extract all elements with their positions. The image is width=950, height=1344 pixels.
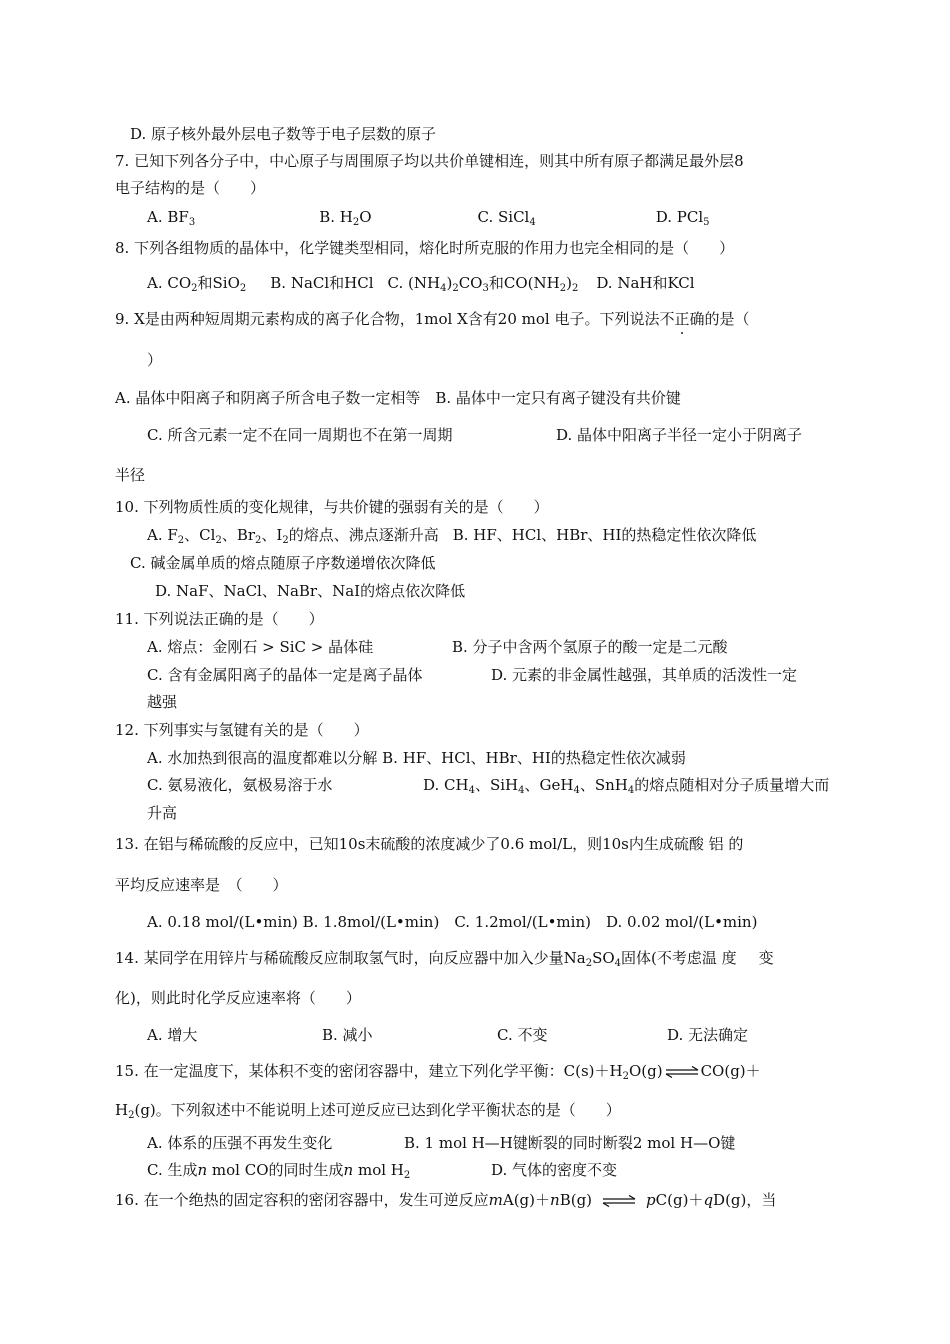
q13-stem: 13. 在铝与稀硫酸的反应中，已知10s末硫酸的浓度减少了0.6 mol/L，则10s内生成硫酸 铝 的 xyxy=(115,835,744,853)
q11-option-c: C. 含有金属阳离子的晶体一定是离子晶体 xyxy=(147,666,423,684)
q12-option-d-cont: 升高 xyxy=(147,804,178,822)
equilibrium-arrow-icon xyxy=(665,1066,699,1078)
q14-stem: 14. 某同学在用锌片与稀硫酸反应制取氢气时，向反应器中加入少量$Na_2SO_4$固体(不考虑温 度 变 xyxy=(115,949,774,969)
q15-option-a: A. 体系的压强不再发生变化 xyxy=(147,1134,333,1152)
q10-option-c: C. 碱金属单质的熔点随原子序数递增依次降低 xyxy=(130,554,436,572)
q9-stem: 9. X是由两种短周期元素构成的离子化合物，1mol X含有20 mol 电子。下列说法不正确的是（ xyxy=(115,310,750,328)
q9-stem-cont: ） xyxy=(147,351,163,369)
q12-stem: 12. 下列事实与氢键有关的是（ ） xyxy=(115,721,369,739)
q14-stem-cont: 化)，则此时化学反应速率将（ ） xyxy=(115,989,361,1007)
q11-option-d-cont: 越强 xyxy=(147,693,178,711)
q9-option-d-cont: 半径 xyxy=(115,466,146,484)
q11-option-d: D. 元素的非金属性越强，其单质的活泼性一定 xyxy=(491,666,798,684)
q7-stem: 7. 已知下列各分子中，中心原子与周围原子均以共价单键相连，则其中所有原子都满足最外层8 xyxy=(115,152,744,170)
q7-stem-cont: 电子结构的是（ ） xyxy=(115,179,266,197)
q12-option-c: C. 氨易液化，氨极易溶于水 xyxy=(147,776,333,794)
q15-option-b: B. 1 mol H—H键断裂的同时断裂2 mol H—O键 xyxy=(404,1134,736,1152)
q9-option-d: D. 晶体中阳离子半径一定小于阴离子 xyxy=(556,426,803,444)
q15-option-d: D. 气体的密度不变 xyxy=(491,1161,618,1179)
q15-stem: 15. 在一定温度下，某体积不变的密闭容器中，建立下列化学平衡：$C(s)+H_2O(g)$ CO(g)＋ xyxy=(115,1062,761,1082)
q14-option-b: B. 减小 xyxy=(322,1026,373,1044)
q11-stem: 11. 下列说法正确的是（ ） xyxy=(115,610,324,628)
q8-options: A. $CO_2$和SiO$_2$ B. NaCl和HCl C. $(NH_4)_2CO_3$和$CO(NH_2)_2$ D. NaH和KCl xyxy=(147,274,695,294)
q15-option-c: C. 生成n mol CO的同时生成n mol $H_2$ xyxy=(147,1161,411,1181)
q12-options-ab: A. 水加热到很高的温度都难以分解 B. HF、HCl、HBr、HI的热稳定性依次减弱 xyxy=(147,749,686,767)
q10-stem: 10. 下列物质性质的变化规律，与共价键的强弱有关的是（ ） xyxy=(115,498,549,516)
q10-options-ab: A. $F_2$、$Cl_2$、$Br_2$、$I_2$的熔点、沸点逐渐升高 B. HF、HCl、HBr、HI的热稳定性依次降低 xyxy=(147,526,757,546)
q13-options: A. 0.18 mol/(L•min) B. 1.8mol/(L•min) C. 1.2mol/(L•min) D. 0.02 mol/(L•min) xyxy=(147,913,758,931)
q14-option-d: D. 无法确定 xyxy=(667,1026,749,1044)
q6-option-d: D. 原子核外最外层电子数等于电子层数的原子 xyxy=(130,125,437,143)
q12-option-d: D. $CH_4$、SiH$_4$、GeH$_4$、SnH$_4$的熔点随相对分子质量增大而 xyxy=(423,776,830,796)
q9-options-ab: A. 晶体中阳离子和阴离子所含电子数一定相等 B. 晶体中一定只有离子键没有共价键 xyxy=(115,389,681,407)
q11-option-a: A. 熔点：金刚石 > SiC > 晶体硅 xyxy=(147,638,374,656)
equilibrium-arrow-icon xyxy=(602,1195,636,1207)
q15-stem-cont: $H_2(g)$。下列叙述中不能说明上述可逆反应已达到化学平衡状态的是（ ） xyxy=(115,1101,621,1121)
q16-stem: 16. 在一个绝热的固定容积的密闭容器中，发生可逆反应mA(g)＋nB(g) pC(g)＋qD(g)，当 xyxy=(115,1191,777,1209)
q8-stem: 8. 下列各组物质的晶体中，化学键类型相同，熔化时所克服的作用力也完全相同的是（ ） xyxy=(115,239,735,257)
q14-option-a: A. 增大 xyxy=(147,1026,198,1044)
q7-options: A. $BF_3$ B. $H_2O$ C. SiCl$_4$ D. PCl$_5$ xyxy=(147,208,710,228)
q11-option-b: B. 分子中含两个氢原子的酸一定是二元酸 xyxy=(452,638,728,656)
q10-option-d: D. NaF、NaCl、NaBr、NaI的熔点依次降低 xyxy=(155,582,466,600)
q14-option-c: C. 不变 xyxy=(497,1026,548,1044)
q13-stem-cont: 平均反应速率是 （ ） xyxy=(115,876,288,894)
q9-option-c: C. 所含元素一定不在同一周期也不在第一周期 xyxy=(147,426,453,444)
